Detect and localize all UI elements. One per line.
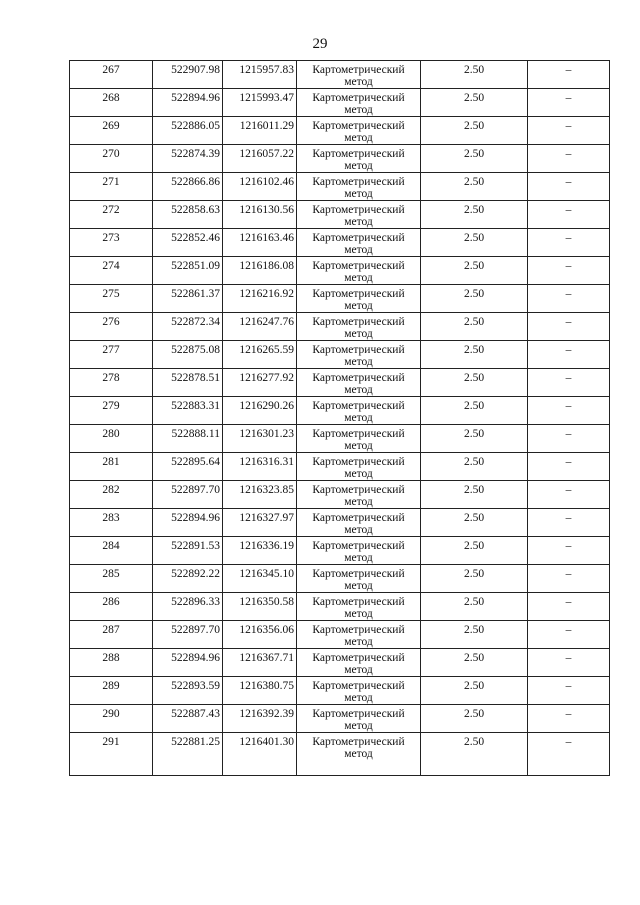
point-number-cell: 277: [70, 341, 153, 369]
y-coordinate-cell: 1216367.71: [223, 649, 297, 677]
point-number-cell: 269: [70, 117, 153, 145]
method-cell: [297, 537, 421, 565]
y-coordinate-cell: 1216277.92: [223, 369, 297, 397]
y-coordinate-cell: 1216380.75: [223, 677, 297, 705]
note-cell: –: [528, 565, 610, 593]
x-coordinate-cell: 522891.53: [153, 537, 223, 565]
method-cell: [297, 621, 421, 649]
table-row: [70, 201, 610, 229]
method-line-1: Картометрический: [312, 484, 405, 496]
accuracy-cell: 2.50: [421, 649, 528, 677]
point-number-cell: 286: [70, 593, 153, 621]
point-number-cell: 287: [70, 621, 153, 649]
table-row: [70, 285, 610, 313]
y-coordinate-cell: 1216327.97: [223, 509, 297, 537]
y-coordinate-cell: 1216336.19: [223, 537, 297, 565]
note-cell: –: [528, 369, 610, 397]
x-coordinate-cell: 522872.34: [153, 313, 223, 341]
table-row: [70, 705, 610, 733]
y-coordinate-cell: 1216163.46: [223, 229, 297, 257]
point-number-cell: 290: [70, 705, 153, 733]
x-coordinate-cell: 522875.08: [153, 341, 223, 369]
coordinates-table-body: [70, 61, 610, 776]
point-number-cell: 276: [70, 313, 153, 341]
note-cell: –: [528, 397, 610, 425]
method-cell: [297, 733, 421, 776]
note-cell: –: [528, 145, 610, 173]
method-line-1: Картометрический: [312, 596, 405, 608]
point-number-cell: 288: [70, 649, 153, 677]
accuracy-cell: 2.50: [421, 453, 528, 481]
note-cell: –: [528, 705, 610, 733]
y-coordinate-cell: 1216350.58: [223, 593, 297, 621]
note-cell: –: [528, 285, 610, 313]
table-row: [70, 453, 610, 481]
x-coordinate-cell: 522897.70: [153, 621, 223, 649]
y-coordinate-cell: 1216401.30: [223, 733, 297, 776]
method-cell: [297, 341, 421, 369]
method-cell: [297, 509, 421, 537]
accuracy-cell: 2.50: [421, 201, 528, 229]
method-line-2: метод: [344, 272, 373, 284]
note-cell: –: [528, 117, 610, 145]
note-cell: –: [528, 509, 610, 537]
accuracy-cell: 2.50: [421, 509, 528, 537]
method-line-2: метод: [344, 440, 373, 452]
point-number-cell: 273: [70, 229, 153, 257]
method-line-2: метод: [344, 76, 373, 88]
point-number-cell: 281: [70, 453, 153, 481]
accuracy-cell: 2.50: [421, 257, 528, 285]
x-coordinate-cell: 522852.46: [153, 229, 223, 257]
method-cell: [297, 649, 421, 677]
note-cell: –: [528, 677, 610, 705]
method-line-1: Картометрический: [312, 148, 405, 160]
table-row: [70, 425, 610, 453]
method-line-1: Картометрический: [312, 260, 405, 272]
table-row: [70, 61, 610, 89]
table-row: [70, 313, 610, 341]
method-cell: [297, 369, 421, 397]
method-line-1: Картометрический: [312, 64, 405, 76]
accuracy-cell: 2.50: [421, 173, 528, 201]
accuracy-cell: 2.50: [421, 705, 528, 733]
point-number-cell: 282: [70, 481, 153, 509]
method-line-2: метод: [344, 216, 373, 228]
table-row: [70, 733, 610, 776]
point-number-cell: 280: [70, 425, 153, 453]
note-cell: –: [528, 61, 610, 89]
page-number: 29: [312, 36, 328, 52]
method-line-2: метод: [344, 524, 373, 536]
method-line-1: Картометрический: [312, 204, 405, 216]
x-coordinate-cell: 522893.59: [153, 677, 223, 705]
x-coordinate-cell: 522886.05: [153, 117, 223, 145]
x-coordinate-cell: 522894.96: [153, 649, 223, 677]
method-line-2: метод: [344, 552, 373, 564]
point-number-cell: 268: [70, 89, 153, 117]
method-cell: [297, 705, 421, 733]
x-coordinate-cell: 522907.98: [153, 61, 223, 89]
note-cell: –: [528, 733, 610, 776]
method-line-2: метод: [344, 132, 373, 144]
table-row: [70, 537, 610, 565]
method-line-1: Картометрический: [312, 316, 405, 328]
y-coordinate-cell: 1216290.26: [223, 397, 297, 425]
method-line-2: метод: [344, 468, 373, 480]
note-cell: –: [528, 341, 610, 369]
method-line-2: метод: [344, 244, 373, 256]
x-coordinate-cell: 522878.51: [153, 369, 223, 397]
table-row: [70, 341, 610, 369]
point-number-cell: 283: [70, 509, 153, 537]
method-cell: [297, 481, 421, 509]
y-coordinate-cell: 1216216.92: [223, 285, 297, 313]
method-cell: [297, 593, 421, 621]
table-row: [70, 397, 610, 425]
note-cell: –: [528, 201, 610, 229]
accuracy-cell: 2.50: [421, 565, 528, 593]
table-row: [70, 89, 610, 117]
y-coordinate-cell: 1215957.83: [223, 61, 297, 89]
accuracy-cell: 2.50: [421, 285, 528, 313]
point-number-cell: 289: [70, 677, 153, 705]
point-number-cell: 285: [70, 565, 153, 593]
table-row: [70, 173, 610, 201]
method-line-2: метод: [344, 104, 373, 116]
coordinates-table: [69, 60, 610, 776]
x-coordinate-cell: 522892.22: [153, 565, 223, 593]
table-row: [70, 565, 610, 593]
method-line-1: Картометрический: [312, 372, 405, 384]
method-cell: [297, 453, 421, 481]
table-row: [70, 593, 610, 621]
point-number-cell: 278: [70, 369, 153, 397]
y-coordinate-cell: 1216345.10: [223, 565, 297, 593]
accuracy-cell: 2.50: [421, 229, 528, 257]
method-line-1: Картометрический: [312, 232, 405, 244]
method-line-1: Картометрический: [312, 288, 405, 300]
method-cell: [297, 61, 421, 89]
note-cell: –: [528, 425, 610, 453]
method-cell: [297, 89, 421, 117]
table-row: [70, 677, 610, 705]
note-cell: –: [528, 453, 610, 481]
method-cell: [297, 397, 421, 425]
method-cell: [297, 285, 421, 313]
method-line-1: Картометрический: [312, 624, 405, 636]
method-line-2: метод: [344, 580, 373, 592]
y-coordinate-cell: 1216102.46: [223, 173, 297, 201]
method-line-1: Картометрический: [312, 344, 405, 356]
method-cell: [297, 145, 421, 173]
y-coordinate-cell: 1216057.22: [223, 145, 297, 173]
method-cell: [297, 313, 421, 341]
method-line-2: метод: [344, 692, 373, 704]
point-number-cell: 274: [70, 257, 153, 285]
point-number-cell: 270: [70, 145, 153, 173]
y-coordinate-cell: 1215993.47: [223, 89, 297, 117]
x-coordinate-cell: 522896.33: [153, 593, 223, 621]
note-cell: –: [528, 257, 610, 285]
point-number-cell: 271: [70, 173, 153, 201]
method-cell: [297, 425, 421, 453]
method-line-2: метод: [344, 412, 373, 424]
accuracy-cell: 2.50: [421, 61, 528, 89]
method-line-2: метод: [344, 720, 373, 732]
method-cell: [297, 117, 421, 145]
method-line-1: Картометрический: [312, 568, 405, 580]
y-coordinate-cell: 1216247.76: [223, 313, 297, 341]
accuracy-cell: 2.50: [421, 145, 528, 173]
method-cell: [297, 257, 421, 285]
y-coordinate-cell: 1216392.39: [223, 705, 297, 733]
method-line-1: Картометрический: [312, 176, 405, 188]
method-line-2: метод: [344, 188, 373, 200]
accuracy-cell: 2.50: [421, 425, 528, 453]
x-coordinate-cell: 522895.64: [153, 453, 223, 481]
accuracy-cell: 2.50: [421, 117, 528, 145]
x-coordinate-cell: 522851.09: [153, 257, 223, 285]
accuracy-cell: 2.50: [421, 733, 528, 776]
method-line-1: Картометрический: [312, 540, 405, 552]
y-coordinate-cell: 1216356.06: [223, 621, 297, 649]
accuracy-cell: 2.50: [421, 369, 528, 397]
x-coordinate-cell: 522881.25: [153, 733, 223, 776]
note-cell: –: [528, 89, 610, 117]
y-coordinate-cell: 1216316.31: [223, 453, 297, 481]
note-cell: –: [528, 649, 610, 677]
method-line-2: метод: [344, 664, 373, 676]
table-row: [70, 229, 610, 257]
method-line-1: Картометрический: [312, 428, 405, 440]
accuracy-cell: 2.50: [421, 89, 528, 117]
note-cell: –: [528, 173, 610, 201]
method-line-1: Картометрический: [312, 400, 405, 412]
accuracy-cell: 2.50: [421, 593, 528, 621]
method-line-1: Картометрический: [312, 708, 405, 720]
x-coordinate-cell: 522887.43: [153, 705, 223, 733]
accuracy-cell: 2.50: [421, 313, 528, 341]
method-line-1: Картометрический: [312, 512, 405, 524]
method-line-2: метод: [344, 356, 373, 368]
method-line-1: Картометрический: [312, 680, 405, 692]
accuracy-cell: 2.50: [421, 397, 528, 425]
note-cell: –: [528, 621, 610, 649]
y-coordinate-cell: 1216265.59: [223, 341, 297, 369]
x-coordinate-cell: 522888.11: [153, 425, 223, 453]
accuracy-cell: 2.50: [421, 481, 528, 509]
method-cell: [297, 677, 421, 705]
note-cell: –: [528, 593, 610, 621]
method-line-2: метод: [344, 636, 373, 648]
method-line-2: метод: [344, 160, 373, 172]
point-number-cell: 291: [70, 733, 153, 776]
table-row: [70, 649, 610, 677]
method-line-1: Картометрический: [312, 92, 405, 104]
accuracy-cell: 2.50: [421, 537, 528, 565]
method-line-1: Картометрический: [312, 456, 405, 468]
y-coordinate-cell: 1216130.56: [223, 201, 297, 229]
method-cell: [297, 565, 421, 593]
x-coordinate-cell: 522894.96: [153, 89, 223, 117]
table-row: [70, 621, 610, 649]
method-cell: [297, 173, 421, 201]
table-row: [70, 145, 610, 173]
note-cell: –: [528, 481, 610, 509]
note-cell: –: [528, 313, 610, 341]
point-number-cell: 275: [70, 285, 153, 313]
method-line-1: Картометрический: [312, 652, 405, 664]
point-number-cell: 272: [70, 201, 153, 229]
method-line-2: метод: [344, 300, 373, 312]
x-coordinate-cell: 522883.31: [153, 397, 223, 425]
x-coordinate-cell: 522897.70: [153, 481, 223, 509]
method-cell: [297, 229, 421, 257]
method-line-1: Картометрический: [312, 120, 405, 132]
table-row: [70, 117, 610, 145]
accuracy-cell: 2.50: [421, 341, 528, 369]
y-coordinate-cell: 1216186.08: [223, 257, 297, 285]
x-coordinate-cell: 522894.96: [153, 509, 223, 537]
method-line-2: метод: [344, 328, 373, 340]
accuracy-cell: 2.50: [421, 677, 528, 705]
x-coordinate-cell: 522874.39: [153, 145, 223, 173]
point-number-cell: 284: [70, 537, 153, 565]
table-row: [70, 369, 610, 397]
note-cell: –: [528, 537, 610, 565]
method-line-2: метод: [344, 384, 373, 396]
method-cell: [297, 201, 421, 229]
point-number-cell: 267: [70, 61, 153, 89]
note-cell: –: [528, 229, 610, 257]
method-line-2: метод: [344, 608, 373, 620]
x-coordinate-cell: 522866.86: [153, 173, 223, 201]
point-number-cell: 279: [70, 397, 153, 425]
accuracy-cell: 2.50: [421, 621, 528, 649]
method-line-1: Картометрический: [312, 736, 405, 748]
method-line-2: метод: [344, 748, 373, 760]
table-row: [70, 509, 610, 537]
x-coordinate-cell: 522858.63: [153, 201, 223, 229]
y-coordinate-cell: 1216011.29: [223, 117, 297, 145]
table-row: [70, 257, 610, 285]
y-coordinate-cell: 1216301.23: [223, 425, 297, 453]
y-coordinate-cell: 1216323.85: [223, 481, 297, 509]
method-line-2: метод: [344, 496, 373, 508]
table-row: [70, 481, 610, 509]
x-coordinate-cell: 522861.37: [153, 285, 223, 313]
